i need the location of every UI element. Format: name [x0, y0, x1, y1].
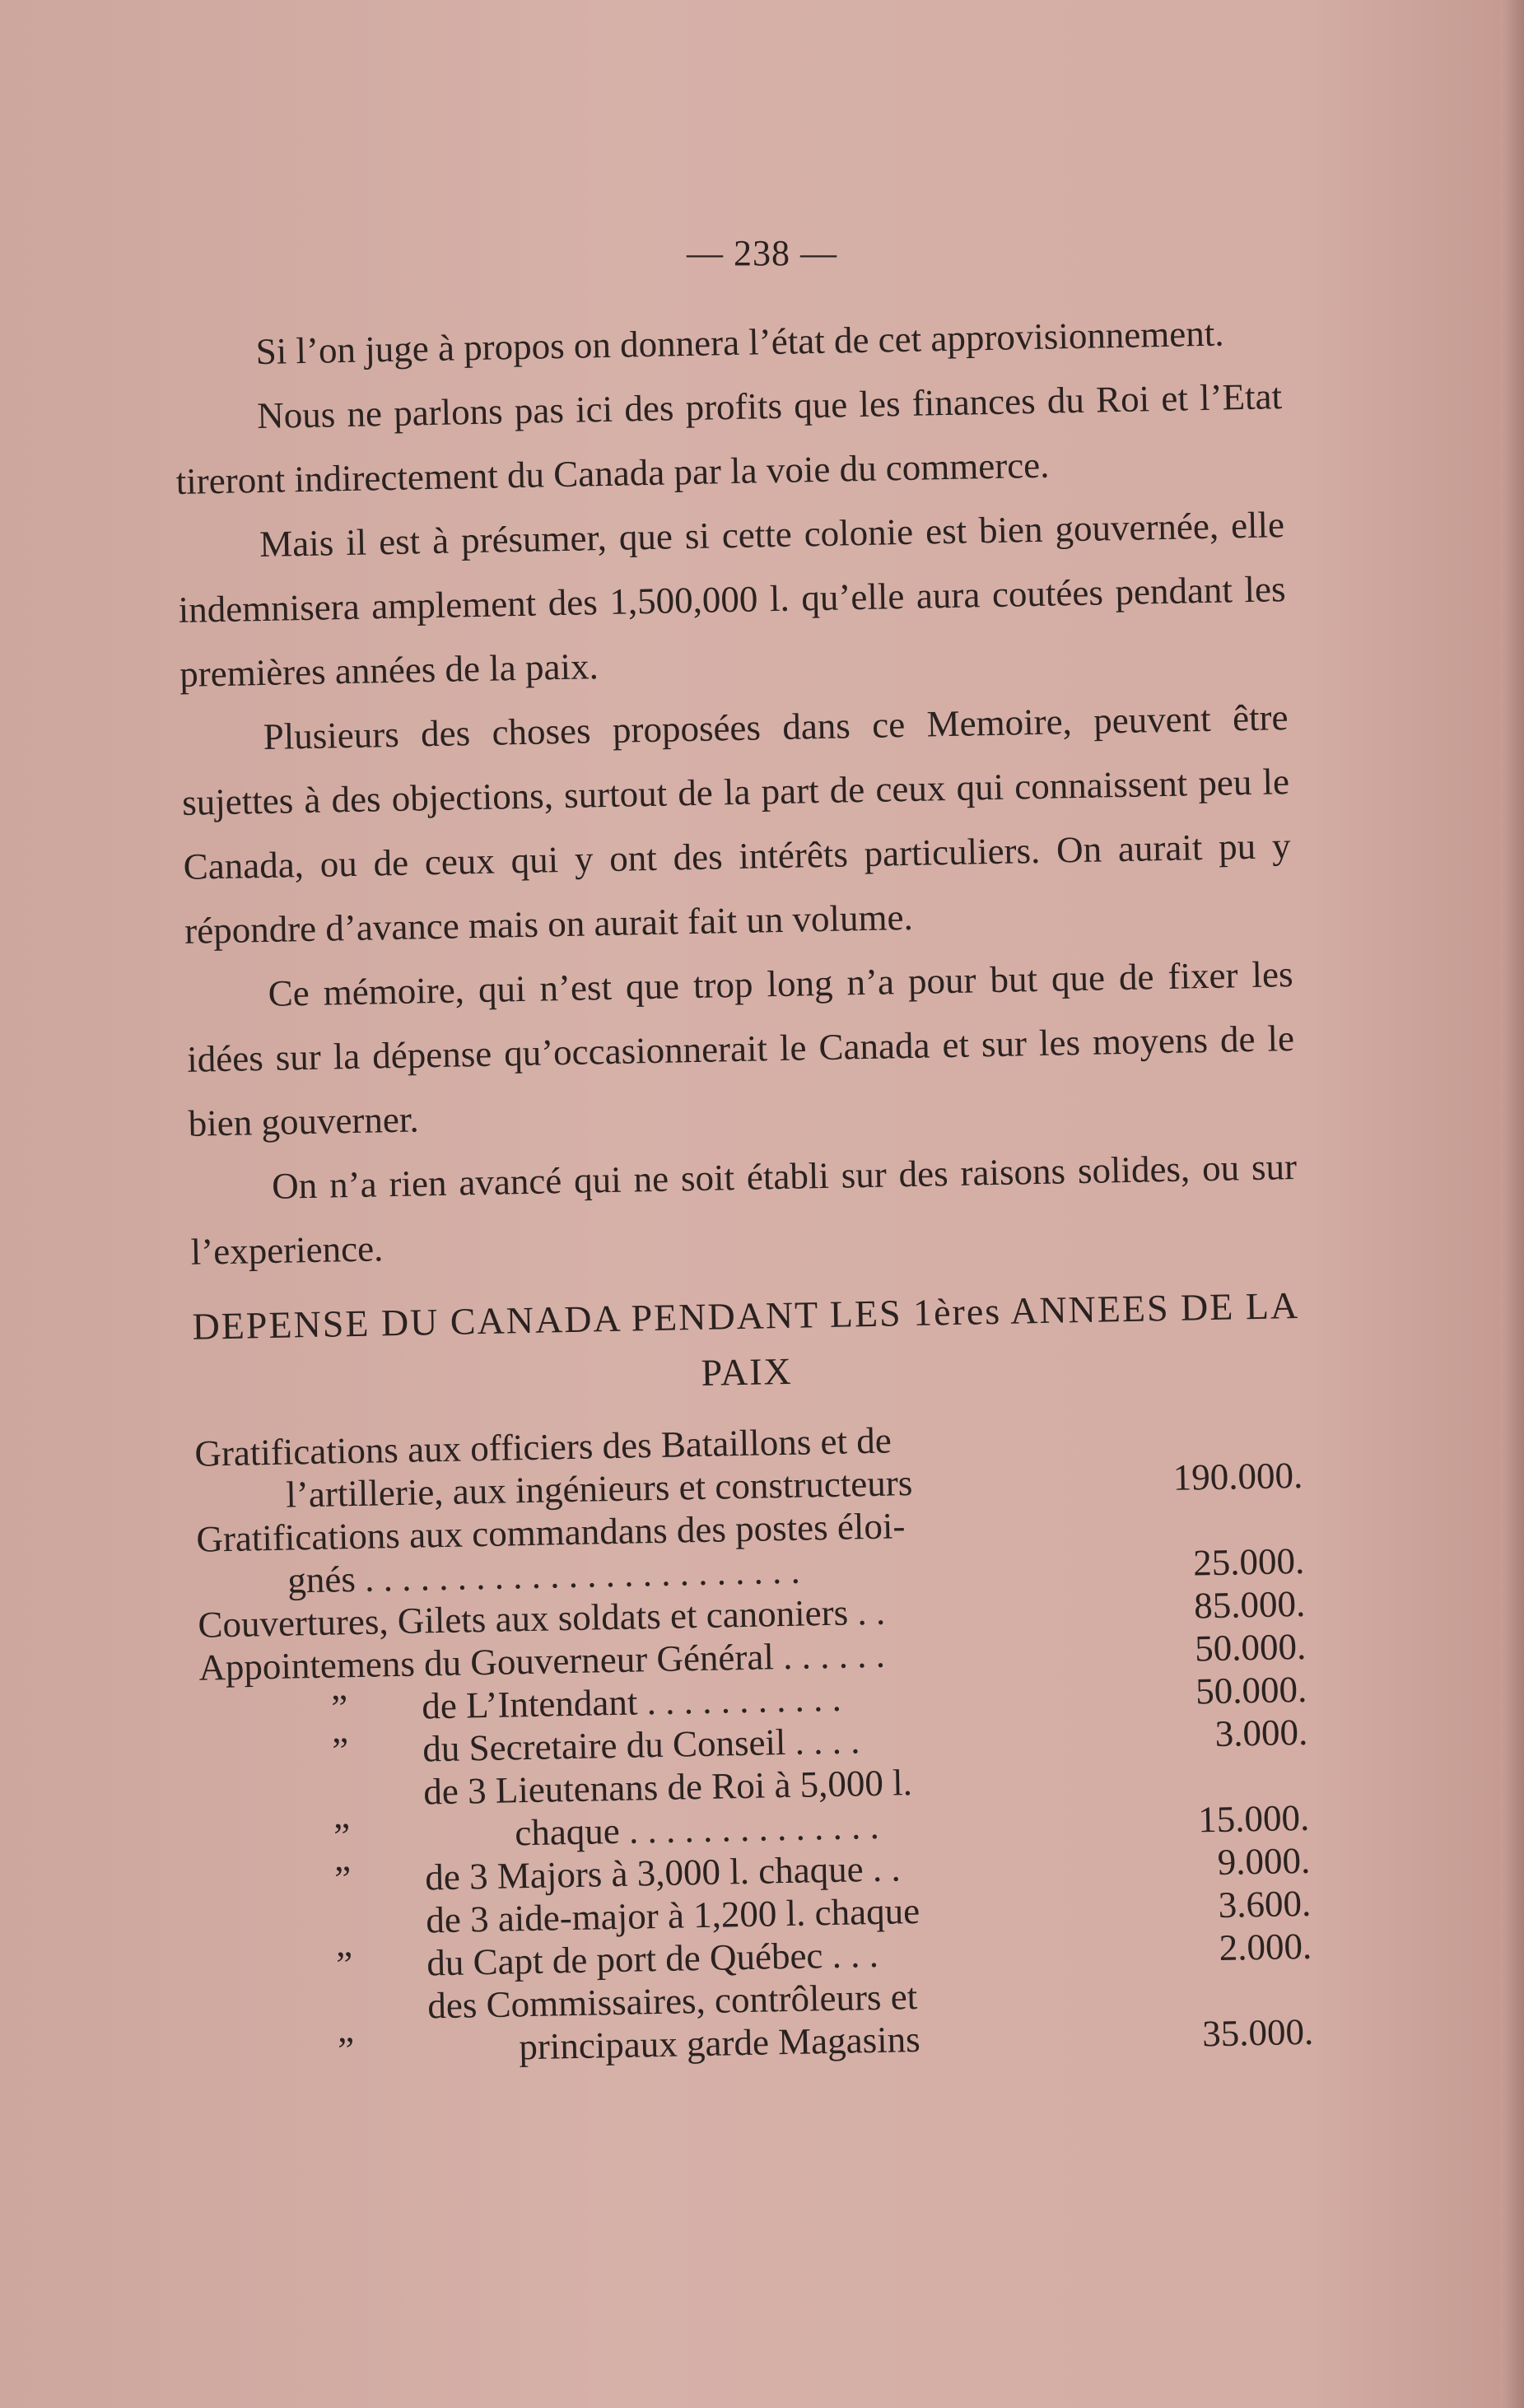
paragraph: Plusieurs des choses proposées dans ce Memoire, peuvent être sujettes à des objections, surtout de la part de ceux qui connaissent peu le Canada, ou de ceux qui y ont des intérêts particuliers. On aurait pu y répondre d’avance mais on aurait fait un volume. [181, 696, 1291, 952]
expense-desc: du Capt de port de Québec . . . [426, 1933, 879, 1984]
paragraph: Ce mémoire, qui n’est que trop long n’a pour but que de fixer les idées sur la dépense qu’occasionnerait le Canada et sur les moyens de le bien gouverner. [186, 953, 1295, 1144]
page-body [173, 300, 1314, 2074]
expense-desc-cont: chaque . . . . . . . . . . . . . . [514, 1805, 880, 1854]
page-edge [1501, 0, 1524, 2408]
ditto-mark: ” [331, 1730, 349, 1772]
expense-desc: de 3 Lieutenans de Roi à 5,000 l. [422, 1762, 913, 1813]
expense-desc-cont: gnés . . . . . . . . . . . . . . . . . . . . . . . . [287, 1549, 801, 1601]
page-number: — 238 — [687, 233, 837, 273]
expense-amount: 15.000. [1197, 1796, 1310, 1841]
paragraph: On n’a rien avancé qui ne soit établi sur des raisons solides, ou sur l’experience. [190, 1145, 1298, 1273]
expense-amount: 9.000. [1217, 1839, 1311, 1883]
paragraph: Nous ne parlons pas ici des profits que les finances du Roi et l’Etat tireront indirectement du Canada par la voie du commerce. [175, 375, 1283, 502]
section-heading: DEPENSE DU CANADA PENDANT LES 1ères ANNEES DE LA PAIX [192, 1283, 1300, 1394]
paragraph: Si l’on juge à propos on donnera l’état de cet approvisionnement. [255, 312, 1224, 373]
expense-amount: 2.000. [1219, 1925, 1312, 1968]
expense-amount: 190.000. [1172, 1454, 1303, 1498]
ditto-mark: ” [333, 1815, 351, 1857]
ditto-mark: ” [335, 1944, 353, 1986]
expense-table [194, 1411, 1314, 2075]
expense-desc-cont: principaux garde Magasins [518, 2018, 921, 2068]
expense-amount: 25.000. [1192, 1539, 1305, 1584]
ditto-mark: ” [333, 1858, 352, 1900]
expense-amount: 85.000. [1193, 1582, 1306, 1627]
expense-amount: 35.000. [1201, 2010, 1314, 2055]
expense-desc: du Secretaire du Conseil . . . . [422, 1720, 860, 1770]
paragraph: Mais il est à présumer, que si cette colonie est bien gouvernée, elle indemnisera amplement des 1,500,000 l. qu’elle aura coutées pendant les premières années de la paix. [178, 504, 1286, 695]
expense-desc: Gratifications aux commandans des postes éloi- [195, 1505, 906, 1560]
expense-desc: de L’Intendant . . . . . . . . . . . [421, 1677, 842, 1727]
expense-amount: 3.600. [1218, 1882, 1312, 1926]
expense-desc: de 3 aide-major à 1,200 l. chaque [425, 1889, 920, 1941]
ditto-mark: ” [330, 1687, 348, 1729]
expense-desc-cont: l’artillerie, aux ingénieurs et constructeurs [285, 1462, 913, 1516]
expense-amount: 50.000. [1194, 1625, 1307, 1670]
expense-desc: Appointemens du Gouverneur Général . . . . . . [198, 1633, 886, 1688]
expense-desc: de 3 Majors à 3,000 l. chaque . . [424, 1847, 902, 1898]
expense-amount: 3.000. [1214, 1711, 1308, 1755]
expense-amount: 50.000. [1195, 1668, 1307, 1712]
expense-desc: Gratifications aux officiers des Bataillons et de [193, 1419, 892, 1474]
expense-desc: des Commissaires, contrôleurs et [426, 1976, 918, 2027]
expense-desc: Couvertures, Gilets aux soldats et canoniers . . [197, 1591, 886, 1646]
ditto-mark: ” [337, 2029, 355, 2071]
